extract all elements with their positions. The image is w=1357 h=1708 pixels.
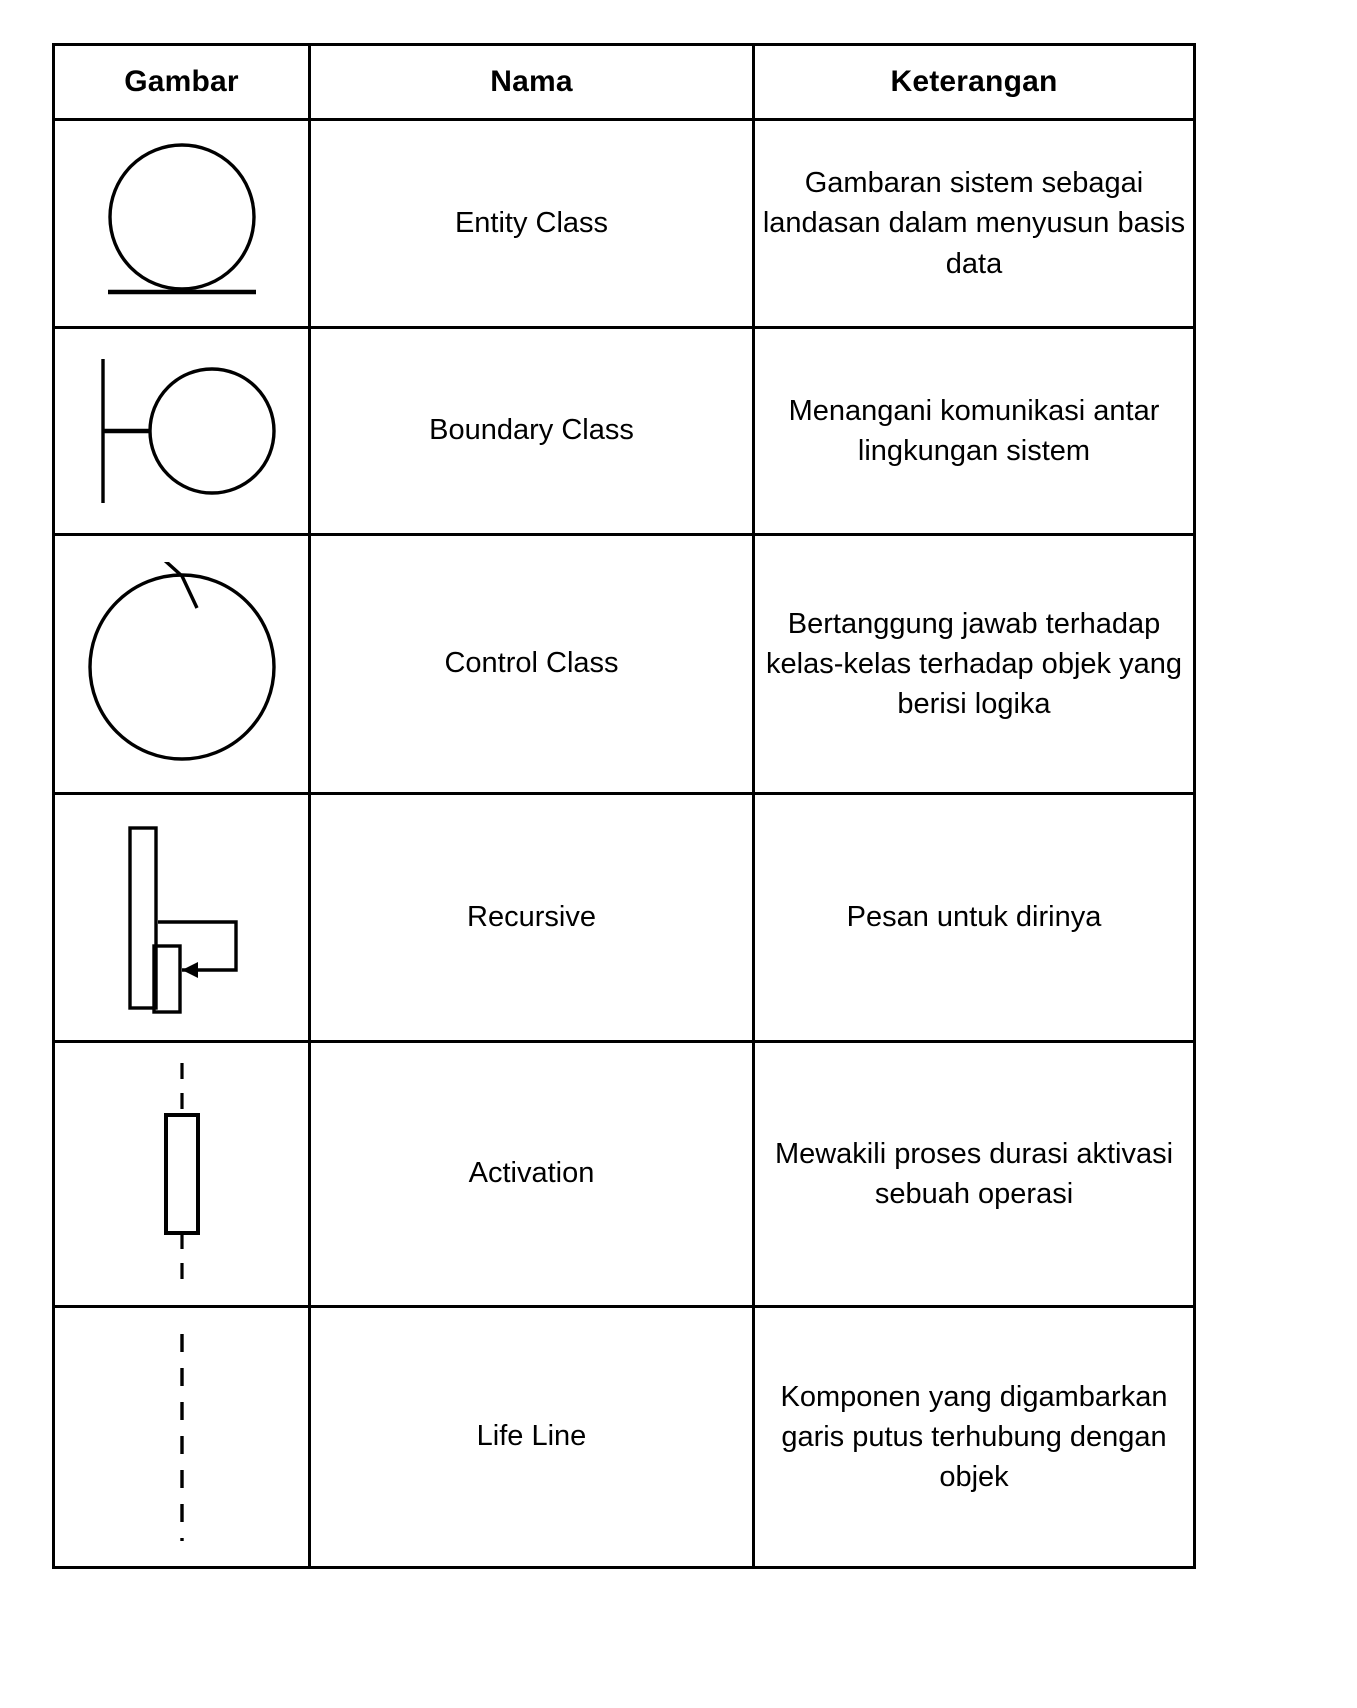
table-row: [54, 535, 1195, 794]
table-row: [54, 794, 1195, 1042]
table-header-row: [54, 45, 1195, 120]
symbol-description-activation: Mewakili proses durasi aktivasi sebuah operasi: [754, 1042, 1195, 1307]
control-class-symbol: [55, 562, 308, 767]
symbol-description-entity-class: Gambaran sistem sebagai landasan dalam menyusun basis data: [754, 120, 1195, 328]
uml-notation-table: [52, 43, 1196, 1569]
entity-class-symbol: [55, 141, 308, 306]
symbol-cell-life-line: [54, 1307, 310, 1568]
recursive-symbol: [55, 818, 308, 1018]
symbol-name-boundary-class: Boundary Class: [310, 328, 754, 535]
symbol-name-entity-class: Entity Class: [310, 120, 754, 328]
symbol-name-recursive: Recursive: [310, 794, 754, 1042]
symbol-cell-boundary-class: [54, 328, 310, 535]
column-header-gambar: Gambar: [54, 45, 310, 120]
table-row: [54, 1042, 1195, 1307]
symbol-cell-activation: [54, 1042, 310, 1307]
life-line-symbol: [55, 1330, 308, 1545]
column-header-nama: Nama: [310, 45, 754, 120]
column-header-keterangan: Keterangan: [754, 45, 1195, 120]
boundary-class-symbol: [55, 351, 308, 511]
symbol-cell-recursive: [54, 794, 310, 1042]
table-row: [54, 120, 1195, 328]
symbol-cell-control-class: [54, 535, 310, 794]
symbol-description-boundary-class: Menangani komunikasi antar lingkungan sistem: [754, 328, 1195, 535]
symbol-cell-entity-class: [54, 120, 310, 328]
symbol-name-life-line: Life Line: [310, 1307, 754, 1568]
symbol-name-control-class: Control Class: [310, 535, 754, 794]
symbol-name-activation: Activation: [310, 1042, 754, 1307]
symbol-description-control-class: Bertanggung jawab terhadap kelas-kelas terhadap objek yang berisi logika: [754, 535, 1195, 794]
table-row: [54, 1307, 1195, 1568]
symbol-description-life-line: Komponen yang digambarkan garis putus terhubung dengan objek: [754, 1307, 1195, 1568]
table-row: [54, 328, 1195, 535]
activation-symbol: [55, 1059, 308, 1289]
symbol-description-recursive: Pesan untuk dirinya: [754, 794, 1195, 1042]
